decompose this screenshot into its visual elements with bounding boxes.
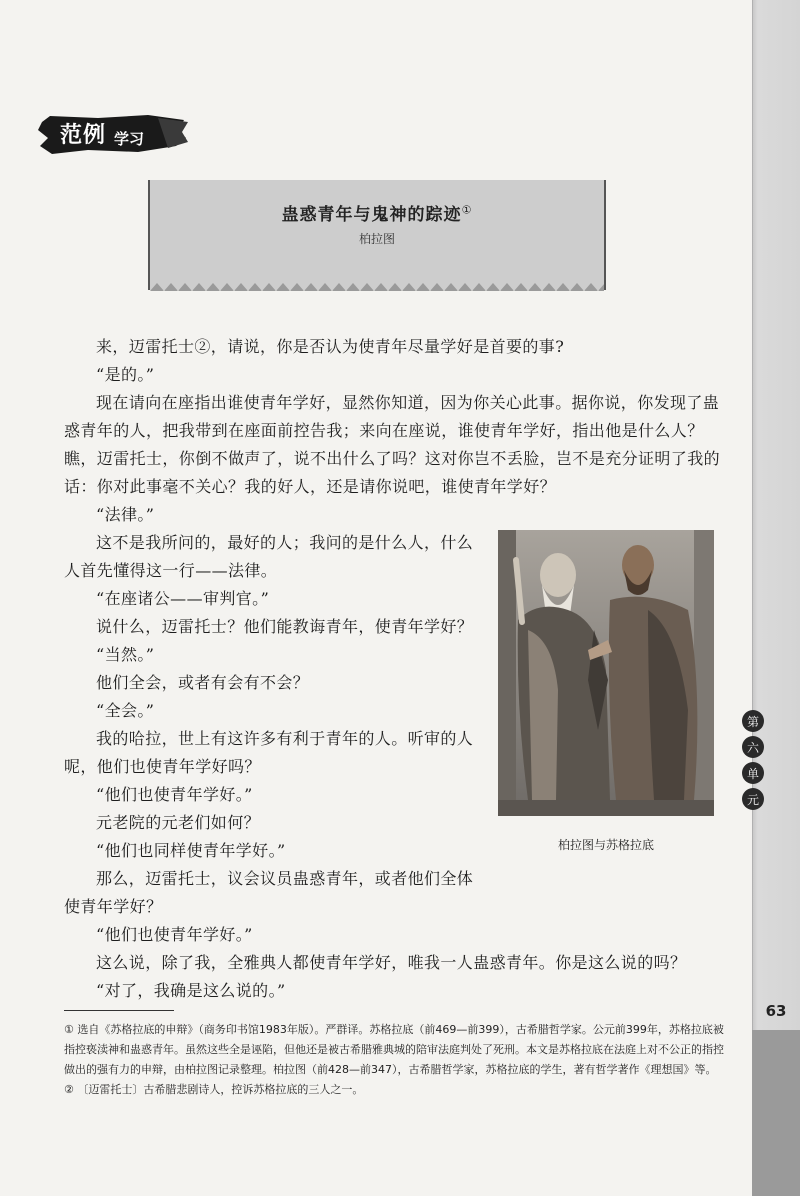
- paragraph: 元老院的元老们如何？: [96, 813, 261, 832]
- paragraph: “全会。”: [96, 701, 155, 720]
- page-number: 63: [765, 1002, 787, 1020]
- paragraph: 他们全会，或者有会有不会？: [96, 673, 310, 692]
- paragraph: 那么，迈雷托士，议会议员蛊惑青年，或者他们全体使青年学好？: [64, 869, 474, 916]
- unit-char: 六: [742, 736, 764, 758]
- paragraph: “是的。”: [96, 365, 155, 384]
- footnote-divider: [64, 1010, 174, 1011]
- section-banner-main: 范例: [60, 122, 107, 148]
- paragraph: “他们也使青年学好。”: [96, 785, 253, 804]
- paragraph: 现在请向在座指出谁使青年学好，显然你知道，因为你关心此事。据你说，你发现了蛊惑青年的人，把我带到在座面前控告我；来向在座说，谁使青年学好，指出他是什么人？瞧，迈雷托士，你倒不做声了，说不出什么了吗？这对你岂不丢脸，岂不是充分证明了我的话：你对此事毫不关心？我的好人，还是请你说吧，谁使青年学好？: [64, 393, 721, 496]
- painting-image: [498, 530, 714, 816]
- paragraph: “他们也同样使青年学好。”: [96, 841, 286, 860]
- page-margin-tab: [752, 1030, 800, 1196]
- unit-marker: [740, 710, 766, 810]
- section-banner-sub: 学习: [114, 130, 145, 148]
- title-footnote-marker: ①: [461, 203, 473, 217]
- paragraph: 我的哈拉，世上有这许多有利于青年的人。听审的人呢，他们也使青年学好吗？: [64, 729, 474, 776]
- paragraph: 这么说，除了我，全雅典人都使青年学好，唯我一人蛊惑青年。你是这么说的吗？: [96, 953, 687, 972]
- paragraph: “法律。”: [96, 505, 155, 524]
- painting-caption: 柏拉图与苏格拉底: [557, 838, 654, 852]
- paragraph: 来，迈雷托士②，请说，你是否认为使青年尽量学好是首要的事?: [96, 337, 565, 356]
- footnotes: ① 选自《苏格拉底的申辩》（商务印书馆1983年版）。严群译。苏格拉底（前469—前399），古希腊哲学家。公元前399年，苏格拉底被指控亵渎神和蛊惑青年。虽然这些全是诬陷，但他还是被古希腊雅典城的陪审法庭判处了死刑。本文是苏格拉底在法庭上对不公正的指控做出的强有力的申辩，由柏拉图记录整理。柏拉图（前428—前347），古希腊哲学家，苏格拉底的学生，著有哲学著作《理想国》等。 ② 〔迈雷托士〕古希腊悲剧诗人，控诉苏格拉底的三人之一。: [64, 1023, 724, 1096]
- paragraph: 说什么，迈雷托士？他们能教诲青年，使青年学好？: [96, 617, 474, 636]
- title-box: [148, 180, 606, 290]
- unit-char: 元: [742, 788, 764, 810]
- zigzag-border: [150, 277, 604, 291]
- unit-char: 第: [742, 710, 764, 732]
- paragraph: 这不是我所问的，最好的人；我问的是什么人，什么人首先懂得这一行——法律。: [64, 533, 474, 580]
- unit-char: 单: [742, 762, 764, 784]
- article-title: [150, 200, 604, 225]
- article-title-text: 蛊惑青年与鬼神的踪迹: [281, 205, 462, 225]
- painting-illustration: [498, 530, 714, 816]
- paragraph: “他们也使青年学好。”: [96, 925, 253, 944]
- paragraph: “当然。”: [96, 645, 155, 664]
- article-author: 柏拉图: [358, 232, 395, 246]
- paragraph: “对了，我确是这么说的。”: [96, 981, 286, 1000]
- paragraph: “在座诸公——审判官。”: [96, 589, 270, 608]
- section-banner: [38, 112, 188, 156]
